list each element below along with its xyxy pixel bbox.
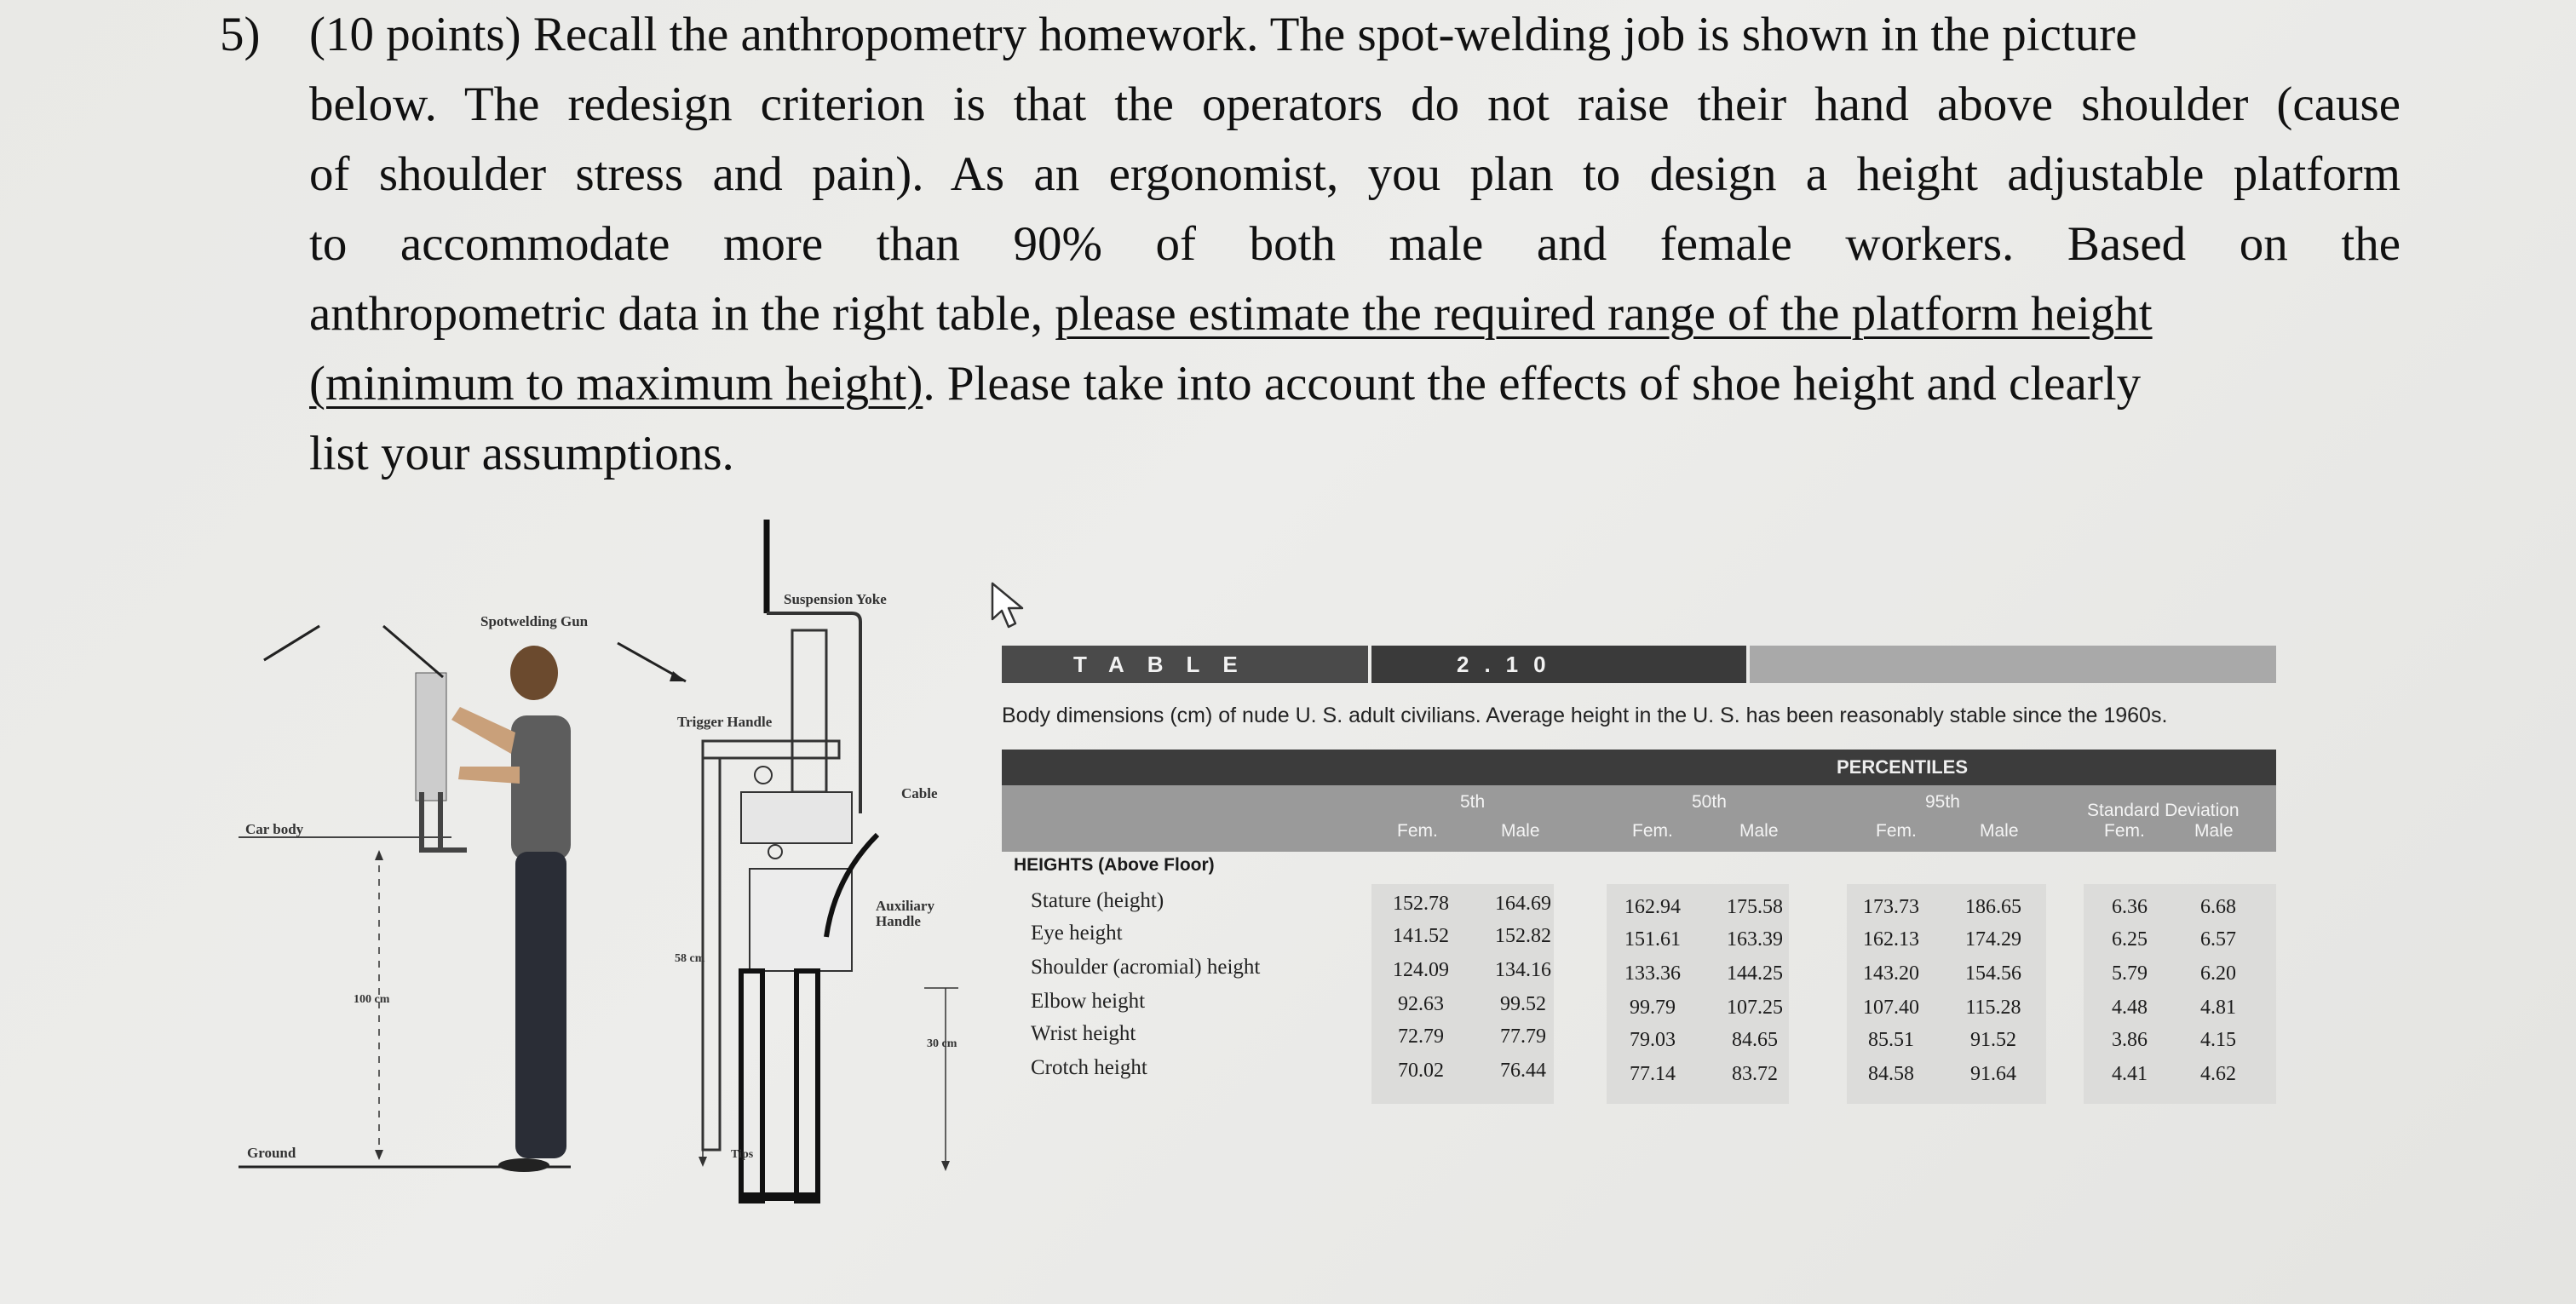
label-58cm: 58 cm bbox=[675, 952, 705, 965]
spot-welding-figure bbox=[230, 511, 997, 1244]
question-number: 5) bbox=[220, 8, 261, 61]
section-heights: HEIGHTS (Above Floor) bbox=[1014, 855, 1215, 875]
label-30cm: 30 cm bbox=[927, 1037, 957, 1050]
table-cell: 151.61 bbox=[1624, 928, 1681, 951]
label-trigger-handle: Trigger Handle bbox=[677, 714, 773, 730]
table-cell: 143.20 bbox=[1863, 962, 1919, 985]
table-cell: 173.73 bbox=[1863, 896, 1919, 918]
table-cell: 162.94 bbox=[1624, 896, 1681, 918]
table-cell: 164.69 bbox=[1495, 893, 1551, 915]
table-cell: 99.79 bbox=[1630, 997, 1676, 1019]
table-cell: 174.29 bbox=[1965, 928, 2021, 951]
table-cell: 4.48 bbox=[2112, 997, 2148, 1019]
table-cell: 134.16 bbox=[1495, 959, 1551, 981]
question-line-1: 5) (10 points) Recall the anthropometry homework. The spot-welding job is shown in the picture bbox=[220, 0, 2401, 70]
table-cell: 84.65 bbox=[1732, 1029, 1778, 1051]
column-header-bar bbox=[1002, 785, 2276, 852]
table-cell: 6.36 bbox=[2112, 896, 2148, 918]
label-cable: Cable bbox=[901, 785, 938, 801]
table-cell: 3.86 bbox=[2112, 1029, 2148, 1051]
welding-diagram bbox=[230, 511, 997, 1244]
header-fem-50: Fem. bbox=[1632, 821, 1673, 841]
header-male-sd: Male bbox=[2194, 821, 2234, 841]
table-cell: 6.68 bbox=[2200, 896, 2236, 918]
table-cell: 76.44 bbox=[1500, 1060, 1546, 1082]
underlined-request: please estimate the required range of the platform height bbox=[1055, 287, 2153, 341]
table-cell: 152.78 bbox=[1393, 893, 1449, 915]
table-row-label: Crotch height bbox=[1031, 1056, 1147, 1079]
table-cell: 124.09 bbox=[1393, 959, 1449, 981]
header-male-95: Male bbox=[1980, 821, 2019, 841]
table-title-word: TABLE bbox=[1002, 646, 1368, 683]
table-cell: 133.36 bbox=[1624, 962, 1681, 985]
table-cell: 91.64 bbox=[1970, 1063, 2016, 1085]
header-fem-sd: Fem. bbox=[2104, 821, 2145, 841]
table-caption: Body dimensions (cm) of nude U. S. adult civilians. Average height in the U. S. has been reasonably stable since the 1960s. bbox=[1002, 704, 2168, 727]
table-cell: 77.14 bbox=[1630, 1063, 1676, 1085]
table-cell: 6.20 bbox=[2200, 962, 2236, 985]
question-text bbox=[220, 0, 2401, 489]
header-fem-95: Fem. bbox=[1876, 821, 1917, 841]
header-male-5: Male bbox=[1501, 821, 1540, 841]
table-cell: 6.57 bbox=[2200, 928, 2236, 951]
label-auxiliary-handle: Auxiliary Handle bbox=[876, 898, 934, 929]
percentiles-header: PERCENTILES bbox=[1002, 750, 2276, 785]
table-cell: 84.58 bbox=[1868, 1063, 1914, 1085]
table-cell: 99.52 bbox=[1500, 993, 1546, 1015]
table-row-label: Eye height bbox=[1031, 922, 1123, 945]
table-cell: 6.25 bbox=[2112, 928, 2148, 951]
table-cell: 72.79 bbox=[1398, 1025, 1444, 1048]
label-car-body: Car body bbox=[245, 821, 304, 837]
header-std-dev: Standard Deviation bbox=[2087, 801, 2240, 820]
question-line-6: (minimum to maximum height). Please take into account the effects of shoe height and clearly bbox=[309, 357, 2142, 411]
label-100cm: 100 cm bbox=[354, 993, 390, 1006]
table-cell: 77.79 bbox=[1500, 1025, 1546, 1048]
table-row-label: Stature (height) bbox=[1031, 889, 1164, 912]
table-title-bar bbox=[1002, 646, 2276, 683]
mouse-cursor-icon bbox=[990, 581, 1032, 632]
question-line-7: list your assumptions. bbox=[309, 427, 734, 480]
label-tips: Tips bbox=[731, 1148, 754, 1161]
label-spotwelding-gun: Spotwelding Gun bbox=[480, 613, 589, 629]
table-cell: 107.25 bbox=[1727, 997, 1783, 1019]
table-cell: 91.52 bbox=[1970, 1029, 2016, 1051]
table-cell: 144.25 bbox=[1727, 962, 1783, 985]
header-fem-5: Fem. bbox=[1397, 821, 1438, 841]
table-title-number: 2.10 bbox=[1371, 646, 1746, 683]
table-cell: 70.02 bbox=[1398, 1060, 1444, 1082]
label-suspension-yoke: Suspension Yoke bbox=[784, 591, 887, 607]
header-50th: 50th bbox=[1692, 792, 1727, 812]
table-row-label: Elbow height bbox=[1031, 990, 1146, 1013]
table-cell: 85.51 bbox=[1868, 1029, 1914, 1051]
question-line-4: to accommodate more than 90% of both male and female workers. Based on the bbox=[309, 217, 2401, 271]
table-cell: 141.52 bbox=[1393, 925, 1449, 947]
header-5th: 5th bbox=[1460, 792, 1486, 812]
table-cell: 154.56 bbox=[1965, 962, 2021, 985]
underlined-range: (minimum to maximum height) bbox=[309, 357, 923, 411]
table-cell: 4.81 bbox=[2200, 997, 2236, 1019]
question-line-5: anthropometric data in the right table, please estimate the required range of the platform height bbox=[309, 287, 2153, 341]
table-cell: 4.15 bbox=[2200, 1029, 2236, 1051]
question-line-2: below. The redesign criterion is that the operators do not raise their hand above shoulder (cause bbox=[309, 78, 2401, 131]
table-cell: 152.82 bbox=[1495, 925, 1551, 947]
table-cell: 92.63 bbox=[1398, 993, 1444, 1015]
table-cell: 186.65 bbox=[1965, 896, 2021, 918]
header-95th: 95th bbox=[1925, 792, 1960, 812]
table-cell: 107.40 bbox=[1863, 997, 1919, 1019]
table-cell: 175.58 bbox=[1727, 896, 1783, 918]
question-line-3: of shoulder stress and pain). As an ergonomist, you plan to design a height adjustable platform bbox=[309, 147, 2401, 201]
table-cell: 83.72 bbox=[1732, 1063, 1778, 1085]
table-cell: 5.79 bbox=[2112, 962, 2148, 985]
table-cell: 4.41 bbox=[2112, 1063, 2148, 1085]
label-ground: Ground bbox=[247, 1145, 296, 1161]
header-male-50: Male bbox=[1739, 821, 1779, 841]
table-row-label: Wrist height bbox=[1031, 1022, 1136, 1045]
table-cell: 79.03 bbox=[1630, 1029, 1676, 1051]
table-cell: 162.13 bbox=[1863, 928, 1919, 951]
table-row-label: Shoulder (acromial) height bbox=[1031, 956, 1261, 979]
table-cell: 163.39 bbox=[1727, 928, 1783, 951]
table-cell: 4.62 bbox=[2200, 1063, 2236, 1085]
table-cell: 115.28 bbox=[1965, 997, 2021, 1019]
